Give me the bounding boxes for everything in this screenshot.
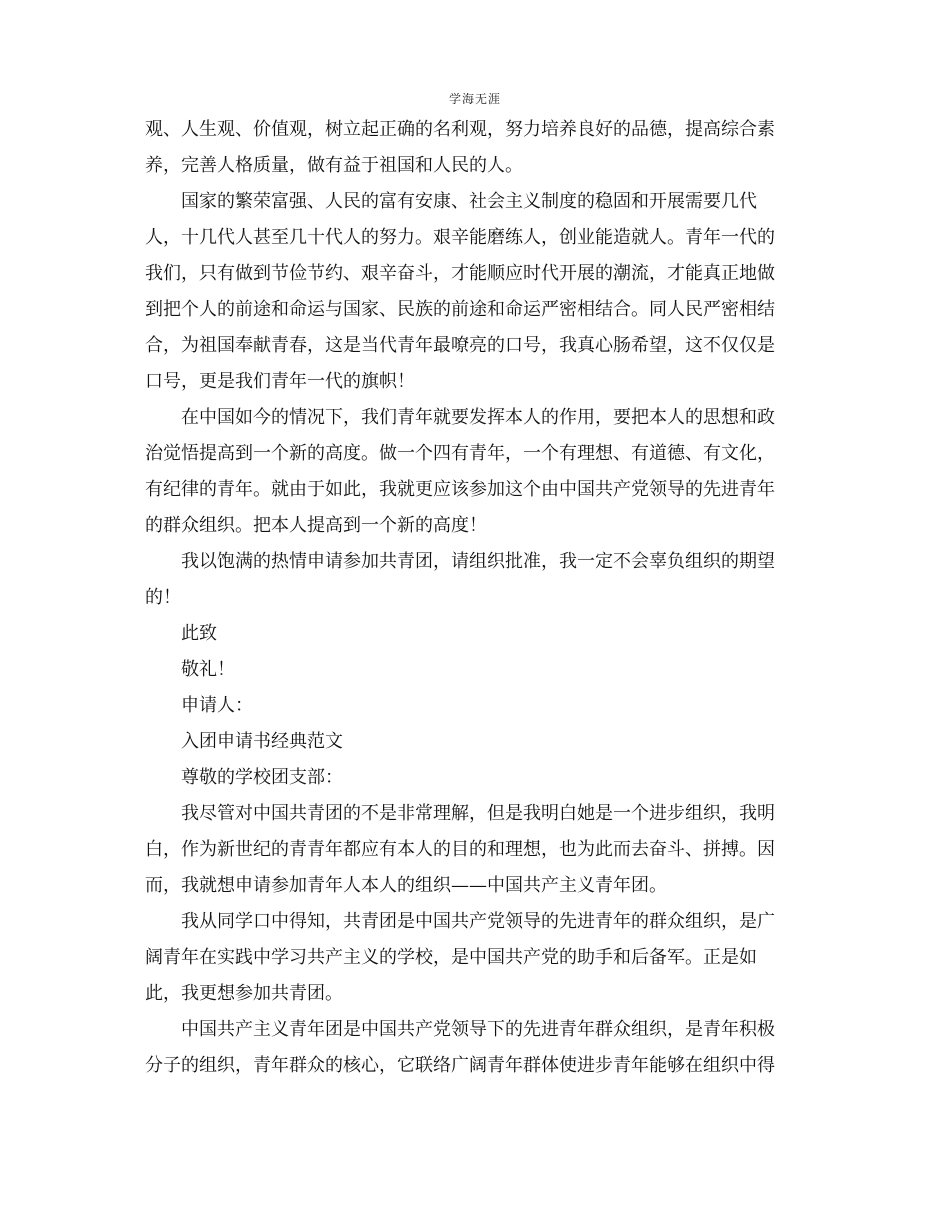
text-line: 合，为祖国奉献青春，这是当代青年最嘹亮的口号，我真心肠希望，这不仅仅是 [145, 335, 775, 356]
text-line: 养，完善人格质量，做有益于祖国和人民的人。 [145, 155, 523, 176]
text-line: 到把个人的前途和命运与国家、民族的前途和命运严密相结合。同人民严密相结 [145, 299, 775, 320]
text-line: 敬礼！ [181, 659, 235, 680]
text-line: 入团申请书经典范文 [181, 731, 343, 752]
text-line: 分子的组织，青年群众的核心，它联络广阔青年群体使进步青年能够在组织中得 [145, 1055, 775, 1076]
text-line: 我从同学口中得知，共青团是中国共产党领导的先进青年的群众组织，是广 [181, 911, 775, 932]
text-line: 在中国如今的情况下，我们青年就要发挥本人的作用，要把本人的思想和政 [181, 407, 775, 428]
text-line: 有纪律的青年。就由于如此，我就更应该参加这个由中国共产党领导的先进青年 [145, 479, 775, 500]
text-line: 我尽管对中国共青团的不是非常理解，但是我明白她是一个进步组织，我明 [181, 803, 775, 824]
text-line: 人，十几代人甚至几十代人的努力。艰辛能磨练人，创业能造就人。青年一代的 [145, 227, 775, 248]
text-line: 尊敬的学校团支部： [181, 767, 343, 788]
text-line: 观、人生观、价值观，树立起正确的名利观，努力培养良好的品德，提高综合素 [145, 119, 775, 140]
text-line: 阔青年在实践中学习共产主义的学校，是中国共产党的助手和后备军。正是如 [145, 947, 757, 968]
text-line: 此致 [181, 623, 217, 644]
text-line: 我以饱满的热情申请参加共青团，请组织批准，我一定不会辜负组织的期望 [181, 551, 775, 572]
text-line: 而，我就想申请参加青年人本人的组织——中国共产主义青年团。 [145, 875, 667, 896]
text-line: 治觉悟提高到一个新的高度。做一个四有青年，一个有理想、有道德、有文化， [145, 443, 775, 464]
text-line: 的！ [145, 587, 181, 608]
text-line: 申请人： [181, 695, 253, 716]
page-header: 学海无涯 [448, 92, 501, 106]
text-line: 此，我更想参加共青团。 [145, 983, 343, 1004]
text-line: 我们，只有做到节俭节约、艰辛奋斗，才能顺应时代开展的潮流，才能真正地做 [145, 263, 775, 284]
text-line: 国家的繁荣富强、人民的富有安康、社会主义制度的稳固和开展需要几代 [181, 191, 757, 212]
text-line: 中国共产主义青年团是中国共产党领导下的先进青年群众组织，是青年积极 [181, 1019, 775, 1040]
text-line: 白，作为新世纪的青青年都应有本人的目的和理想，也为此而去奋斗、拼搏。因 [145, 839, 775, 860]
document-body [145, 112, 805, 1084]
text-line: 的群众组织。把本人提高到一个新的高度！ [145, 515, 487, 536]
text-line: 口号，更是我们青年一代的旗帜！ [145, 371, 415, 392]
